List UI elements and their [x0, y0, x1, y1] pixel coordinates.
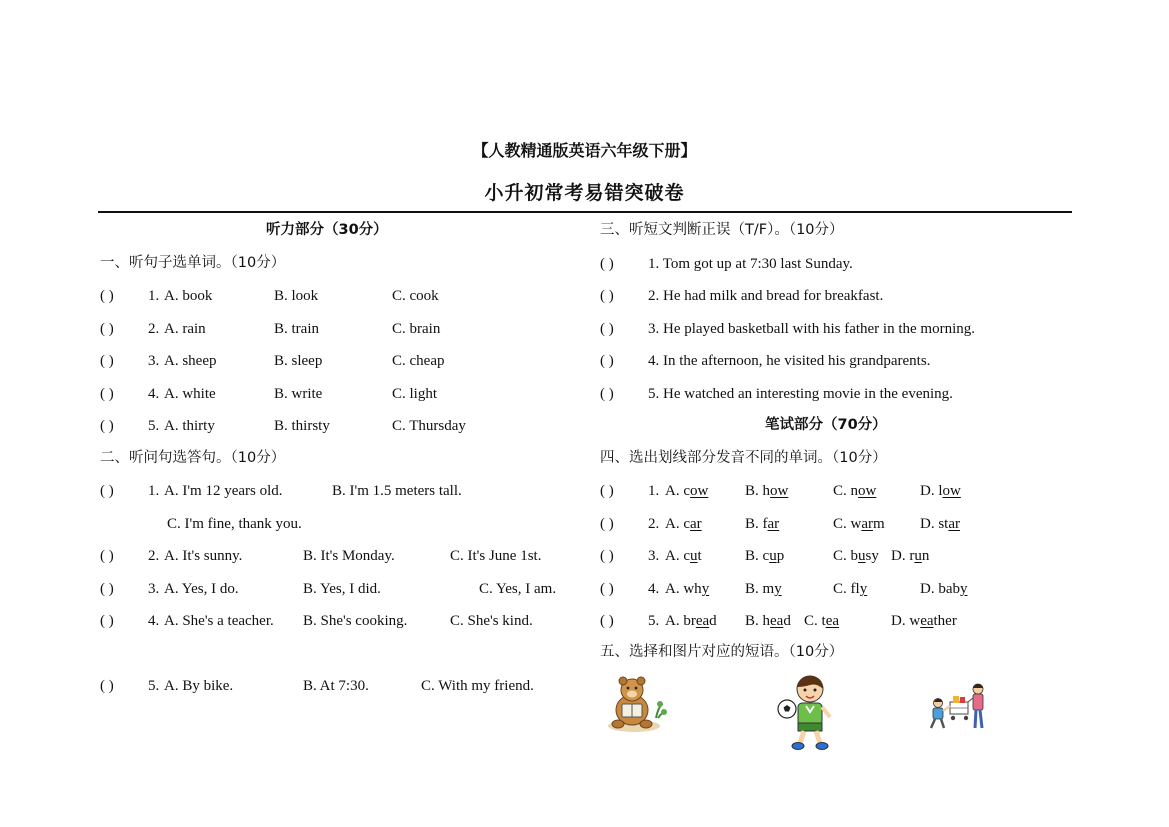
answer-bracket[interactable]: ( ): [600, 256, 614, 272]
question-number: 3.: [148, 353, 160, 369]
option-c: C. brain: [392, 321, 441, 337]
option-a: A. sheep: [164, 353, 217, 369]
statement-text: 5. He watched an interesting movie in the evening.: [648, 386, 953, 402]
option-b: B. sleep: [274, 353, 323, 369]
answer-bracket[interactable]: ( ): [600, 321, 614, 337]
option-a: A. rain: [164, 321, 206, 337]
answer-bracket[interactable]: ( ): [100, 353, 114, 369]
option-a: A. cut: [665, 548, 702, 564]
option-c: C. light: [392, 386, 438, 402]
option-c: C. I'm fine, thank you.: [167, 516, 302, 532]
option-b: B. cup: [745, 548, 785, 564]
question-number: 4.: [148, 613, 160, 629]
option-a: A. bread: [665, 613, 717, 629]
answer-bracket[interactable]: ( ): [600, 483, 614, 499]
option-d: D. low: [920, 483, 961, 499]
answer-bracket[interactable]: ( ): [100, 386, 114, 402]
option-b: B. write: [274, 386, 323, 402]
option-a: A. By bike.: [164, 678, 234, 694]
answer-bracket[interactable]: ( ): [600, 386, 614, 402]
statement-text: 3. He played basketball with his father in the morning.: [648, 321, 976, 337]
answer-bracket[interactable]: ( ): [100, 483, 114, 499]
answer-bracket[interactable]: ( ): [600, 613, 614, 629]
option-a: A. white: [164, 386, 216, 402]
part3-heading: 三、听短文判断正误（T/F）。（10分）: [600, 222, 844, 238]
answer-bracket[interactable]: ( ): [100, 678, 114, 694]
option-b: B. thirsty: [274, 418, 330, 434]
option-c: C. Yes, I am.: [479, 581, 557, 597]
option-a: A. thirty: [164, 418, 215, 434]
question-number: 4.: [648, 581, 660, 597]
question-number: 5.: [148, 678, 160, 694]
answer-bracket[interactable]: ( ): [100, 321, 114, 337]
option-b: B. far: [745, 516, 780, 532]
option-a: A. Yes, I do.: [164, 581, 239, 597]
boy-football-picture: [776, 673, 836, 753]
part5-heading: 五、选择和图片对应的短语。（10分）: [600, 644, 844, 660]
answer-bracket[interactable]: ( ): [100, 418, 114, 434]
document-subtitle: 小升初常考易错突破卷: [484, 182, 685, 204]
answer-bracket[interactable]: ( ): [600, 516, 614, 532]
option-c: C. tea: [804, 613, 840, 629]
listening-heading: 听力部分（30分）: [266, 222, 388, 238]
option-c: C. now: [833, 483, 877, 499]
question-number: 2.: [648, 516, 660, 532]
statement-text: 4. In the afternoon, he visited his grandparents.: [648, 353, 931, 369]
question-number: 2.: [148, 321, 160, 337]
option-a: A. book: [164, 288, 213, 304]
writing-heading: 笔试部分（70分）: [765, 417, 887, 433]
option-b: B. my: [745, 581, 782, 597]
question-number: 1.: [648, 483, 660, 499]
option-b: B. head: [745, 613, 791, 629]
statement-text: 2. He had milk and bread for breakfast.: [648, 288, 884, 304]
option-a: A. cow: [665, 483, 709, 499]
option-a: A. I'm 12 years old.: [164, 483, 283, 499]
option-c: C. fly: [833, 581, 868, 597]
option-d: D. baby: [920, 581, 968, 597]
option-b: B. how: [745, 483, 789, 499]
option-b: B. It's Monday.: [303, 548, 395, 564]
answer-bracket[interactable]: ( ): [600, 353, 614, 369]
option-b: B. look: [274, 288, 319, 304]
question-number: 1.: [148, 288, 160, 304]
option-d: D. weather: [891, 613, 957, 629]
option-d: D. star: [920, 516, 961, 532]
question-number: 1.: [148, 483, 160, 499]
option-c: C. cheap: [392, 353, 445, 369]
teddy-bear-picture: [604, 674, 668, 734]
option-b: B. I'm 1.5 meters tall.: [332, 483, 462, 499]
part2-heading: 二、听问句选答句。（10分）: [100, 450, 286, 466]
option-c: C. With my friend.: [421, 678, 534, 694]
answer-bracket[interactable]: ( ): [100, 613, 114, 629]
answer-bracket[interactable]: ( ): [100, 581, 114, 597]
question-number: 3.: [148, 581, 160, 597]
answer-bracket[interactable]: ( ): [100, 548, 114, 564]
option-b: B. She's cooking.: [303, 613, 408, 629]
question-number: 4.: [148, 386, 160, 402]
option-a: A. It's sunny.: [164, 548, 243, 564]
option-c: C. warm: [833, 516, 885, 532]
question-number: 2.: [148, 548, 160, 564]
option-c: C. cook: [392, 288, 439, 304]
option-a: A. car: [665, 516, 702, 532]
option-d: D. run: [891, 548, 930, 564]
option-c: C. Thursday: [392, 418, 466, 434]
answer-bracket[interactable]: ( ): [600, 288, 614, 304]
option-b: B. At 7:30.: [303, 678, 369, 694]
answer-bracket[interactable]: ( ): [600, 581, 614, 597]
question-number: 5.: [148, 418, 160, 434]
option-b: B. Yes, I did.: [303, 581, 381, 597]
option-a: A. why: [665, 581, 710, 597]
header-rule: [98, 211, 1072, 213]
option-a: A. She's a teacher.: [164, 613, 274, 629]
family-shopping-picture: [926, 682, 994, 734]
option-c: C. It's June 1st.: [450, 548, 542, 564]
option-c: C. busy: [833, 548, 879, 564]
part4-heading: 四、选出划线部分发音不同的单词。（10分）: [600, 450, 887, 466]
statement-text: 1. Tom got up at 7:30 last Sunday.: [648, 256, 853, 272]
question-number: 5.: [648, 613, 660, 629]
question-number: 3.: [648, 548, 660, 564]
option-c: C. She's kind.: [450, 613, 533, 629]
part1-heading: 一、听句子选单词。（10分）: [100, 255, 286, 271]
option-b: B. train: [274, 321, 319, 337]
answer-bracket[interactable]: ( ): [600, 548, 614, 564]
document-title: 【人教精通版英语六年级下册】: [472, 141, 697, 160]
answer-bracket[interactable]: ( ): [100, 288, 114, 304]
